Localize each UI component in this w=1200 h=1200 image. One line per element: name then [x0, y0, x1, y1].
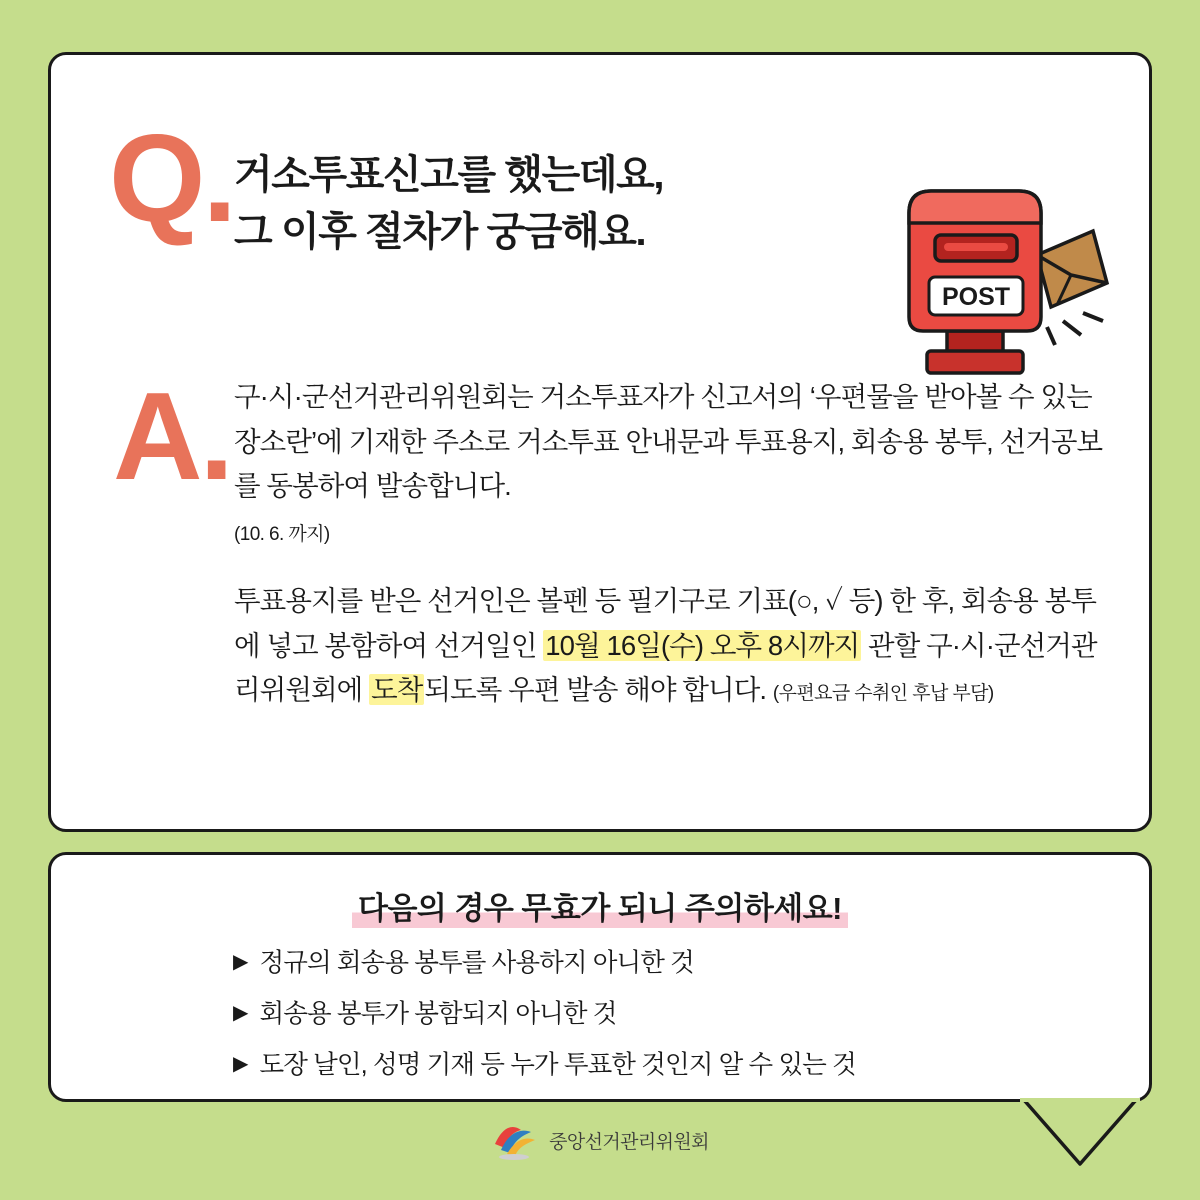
- nec-logo-icon: [491, 1120, 537, 1160]
- triangle-right-icon: ▶: [233, 1053, 248, 1076]
- mailbox-body: [909, 191, 1041, 373]
- list-item-label: 정규의 회송용 봉투를 사용하지 아니한 것: [259, 949, 694, 977]
- list-item: [233, 998, 1109, 1031]
- envelope-icon: [1037, 231, 1107, 345]
- triangle-right-icon: ▶: [233, 951, 248, 973]
- list-item: [233, 1049, 1109, 1082]
- footer-organization: 중앙선거관리위원회: [549, 1131, 709, 1153]
- answer-marker: A.: [113, 368, 231, 506]
- answer-2-highlight-arrive: 도착: [371, 674, 423, 706]
- list-item-label: 회송용 봉투가 봉함되지 아니한 것: [259, 1000, 617, 1029]
- answer-text: [234, 375, 1114, 713]
- answer-2-highlight-deadline: 10월 16일(수) 오후 8시까지: [545, 629, 860, 661]
- question-line-2: 그 이후 절차가 궁금해요.: [234, 209, 646, 254]
- answer-2-body-3: 되도록 우편 발송 해야 합니다.: [424, 674, 773, 706]
- answer-2-body-2: 관할 구·시·군선거관리위원회에: [234, 629, 1097, 706]
- invalid-cases-list: [233, 947, 1109, 1100]
- answer-2-body-1: 투표용지를 받은 선거인은 볼펜 등 필기구로 기표(○, ✓ 등) 한 후, 회송용 봉투에 넣고 봉함하여 선거일인: [234, 585, 1097, 661]
- mailbox-label: POST: [941, 283, 1011, 311]
- triangle-right-icon: ▶: [233, 1002, 248, 1025]
- invalid-cases-title: 다음의 경우 무효가 되니 주의하세요!: [51, 883, 1149, 928]
- list-item: [233, 947, 1109, 980]
- footer: [0, 1120, 1200, 1160]
- answer-2-note: (우편요금 수취인 후납 부담): [772, 683, 994, 705]
- question-marker: Q.: [109, 110, 234, 248]
- answer-paragraph-2: [234, 579, 1114, 713]
- question-text: [234, 147, 834, 261]
- qa-card: [48, 52, 1152, 832]
- question-line-1: 거소투표신고를 했는데요,: [234, 153, 664, 197]
- answer-paragraph-1: [234, 375, 1114, 553]
- answer-1-body: 구·시·군선거관리위원회는 거소투표자가 신고서의 ‘우편물을 받아볼 수 있는 장소란’에 기재한 주소로 거소투표 안내문과 투표용지, 회송용 봉투, 선거공보를 동봉하여 발송합니다.: [234, 381, 1103, 502]
- mailbox-icon: [831, 135, 1111, 385]
- mailbox-illustration: [831, 135, 1111, 385]
- list-item-label: 도장 날인, 성명 기재 등 누가 투표한 것인지 알 수 있는 것: [259, 1051, 856, 1080]
- invalid-cases-card: [48, 852, 1152, 1102]
- answer-1-note: (10. 6. 까지): [234, 523, 330, 545]
